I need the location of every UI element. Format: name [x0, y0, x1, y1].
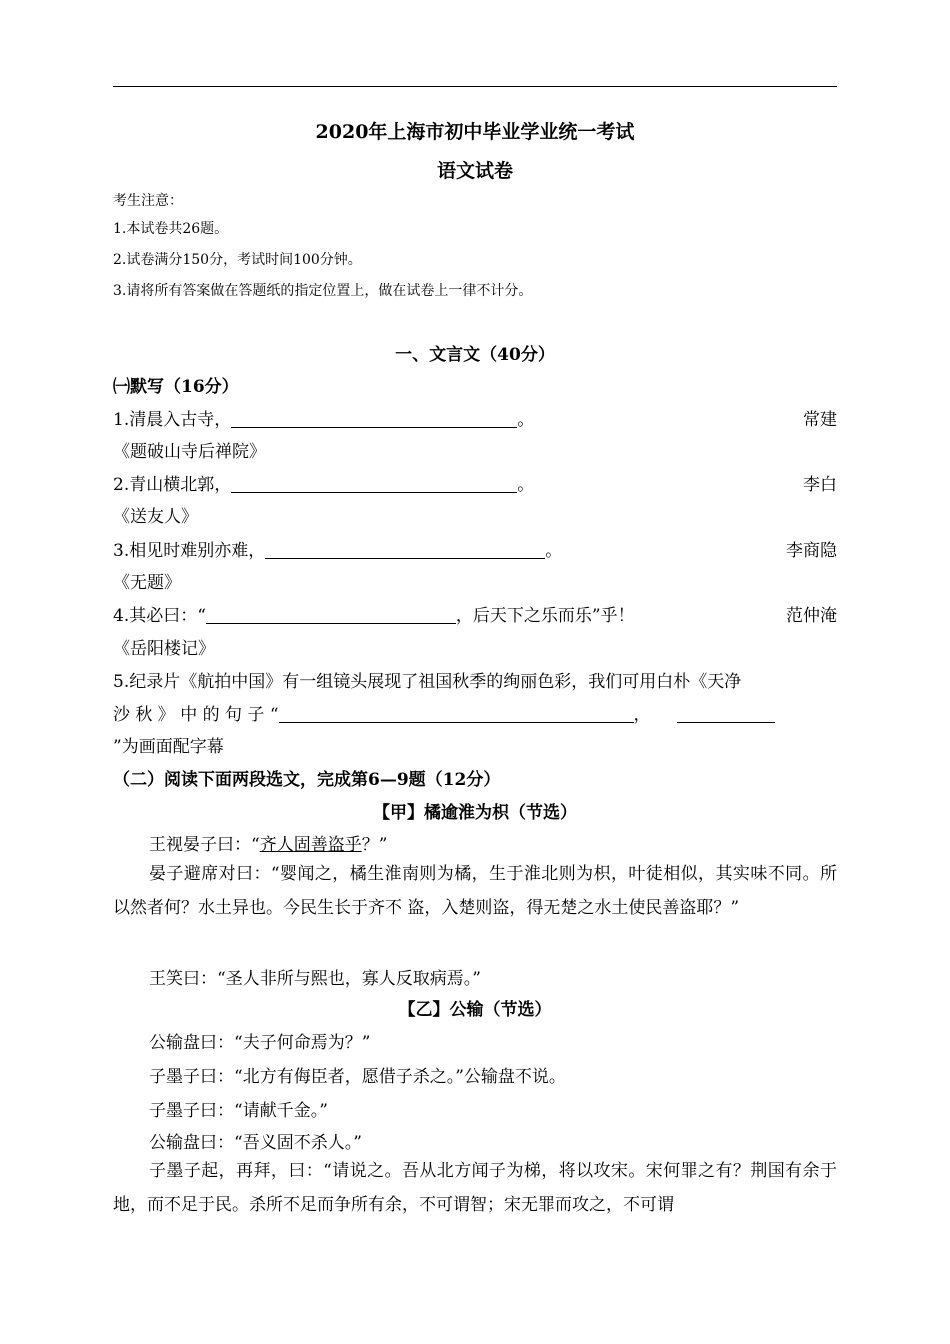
q5-answer-blank-2[interactable]	[677, 704, 775, 723]
q5-line-3: ”为画面配字幕	[113, 737, 224, 757]
q1-suffix: 。	[517, 410, 535, 430]
q5-comma: ，	[633, 705, 651, 725]
q5-line-1: 5.纪录片《航拍中国》有一组镜头展现了祖国秋季的绚丽色彩，我们可用白朴《天净	[113, 672, 742, 692]
part1-title: ㈠默写（16分）	[113, 377, 239, 397]
q1-prefix: 1.清晨入古寺，	[113, 410, 232, 430]
q2-suffix: 。	[517, 475, 535, 495]
exam-subtitle: 语文试卷	[436, 160, 513, 182]
notice-item: 1.本试卷共26题。	[113, 221, 229, 237]
q3-prefix: 3.相见时难别亦难，	[113, 541, 266, 561]
passage-yi-line: 子墨子曰：“北方有侮臣者，愿借子杀之。”公输盘不说。	[149, 1067, 566, 1087]
question-3	[113, 536, 562, 561]
q2-author: 李白	[803, 475, 837, 495]
q2-source: 《送友人》	[113, 507, 198, 527]
notice-heading: 考生注意：	[113, 193, 183, 209]
q5-prefix: 沙 秋 》 中 的 句 子 “	[113, 705, 279, 725]
question-4	[113, 601, 635, 626]
q1-author: 常建	[803, 410, 837, 430]
header-rule	[113, 86, 837, 87]
q5-answer-blank-1[interactable]	[279, 704, 634, 723]
jia-p1-underlined: 齐人固善盗乎	[259, 835, 362, 855]
passage-yi-line: 公输盘曰：“吾义固不杀人。”	[149, 1133, 362, 1153]
q1-source: 《题破山寺后禅院》	[113, 442, 266, 462]
section-title: 一、文言文（40分）	[395, 345, 555, 365]
jia-p1-prefix: 王视晏子曰：“	[149, 835, 260, 855]
q1-answer-blank[interactable]	[231, 409, 517, 428]
question-5	[113, 700, 775, 725]
q4-answer-blank[interactable]	[206, 605, 456, 624]
question-1	[113, 405, 534, 430]
q3-answer-blank[interactable]	[265, 540, 545, 559]
notice-item: 2.试卷满分150分，考试时间100分钟。	[113, 252, 362, 268]
part2-title: （二）阅读下面两段选文，完成第6—9题（12分）	[113, 770, 501, 790]
q4-source: 《岳阳楼记》	[113, 639, 215, 659]
passage-yi-title: 【乙】公输（节选）	[398, 1000, 552, 1020]
exam-title: 2020年上海市初中毕业学业统一考试	[315, 121, 635, 143]
exam-page	[113, 0, 837, 1344]
q2-answer-blank[interactable]	[231, 474, 517, 493]
q3-suffix: 。	[545, 541, 563, 561]
q3-source: 《无题》	[113, 573, 181, 593]
notice-block	[113, 188, 532, 307]
passage-yi-last-paragraph: 子墨子起，再拜，曰：“请说之。吾从北方闻子为梯，将以攻宋。宋何罪之有？荆国有余于地，而不足于民。杀所不足而争所有余，不可谓智；宋无罪而攻之，不可谓	[113, 1161, 837, 1215]
passage-jia-p3: 王笑曰：“圣人非所与熙也，寡人反取病焉。”	[149, 969, 481, 989]
passage-yi-line: 公输盘曰：“夫子何命焉为？”	[149, 1033, 371, 1053]
question-2	[113, 470, 534, 495]
passage-yi-line: 子墨子曰：“请献千金。”	[149, 1101, 328, 1121]
passage-jia-p2: 晏子避席对曰：“婴闻之，橘生淮南则为橘，生于淮北则为枳，叶徒相似，其实味不同。所以然者何？水土异也。今民生长于齐不 盗，入楚则盗，得无楚之水土使民善盗耶？”	[113, 864, 837, 918]
notice-item: 3.请将所有答案做在答题纸的指定位置上，做在试卷上一律不计分。	[113, 283, 533, 299]
q4-author: 范仲淹	[786, 606, 837, 626]
q2-prefix: 2.青山横北郭，	[113, 475, 232, 495]
jia-p1-suffix: ？”	[361, 835, 388, 855]
passage-jia-title: 【甲】橘逾淮为枳（节选）	[373, 803, 577, 823]
q4-prefix: 4.其必曰：“	[113, 606, 206, 626]
passage-jia-p1	[149, 830, 387, 855]
q3-author: 李商隐	[786, 541, 837, 561]
q4-suffix: ，后天下之乐而乐”乎！	[455, 606, 635, 626]
